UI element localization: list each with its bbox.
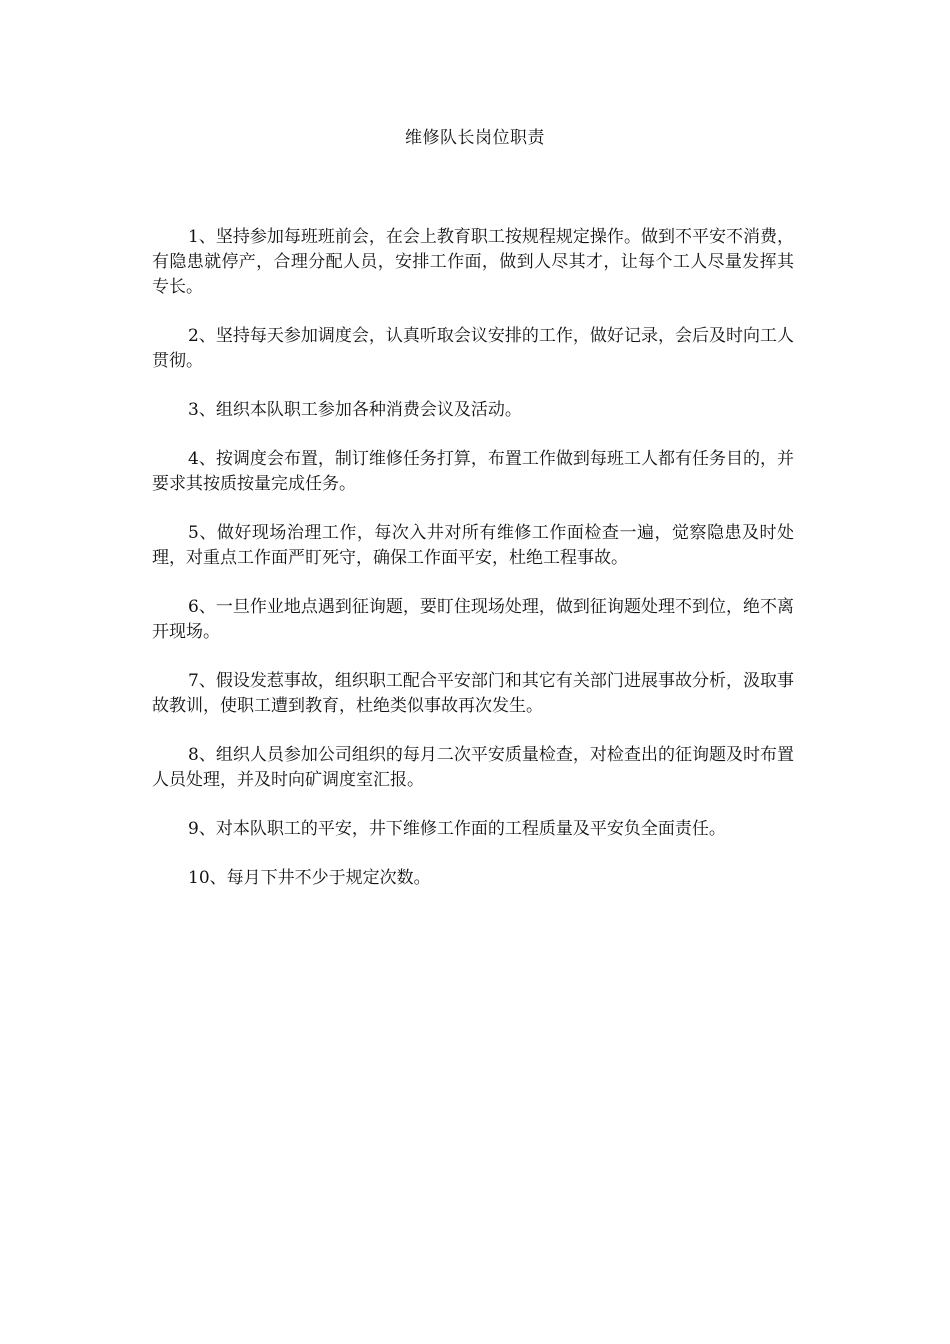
duty-paragraph-3: 3、组织本队职工参加各种消费会议及活动。 — [188, 400, 522, 420]
duty-paragraph-8: 8、组织人员参加公司组织的每月二次平安质量检查，对检查出的征询题及时布置人员处理，并及时向矿调度室汇报。 — [152, 745, 794, 790]
duty-paragraph-9: 9、对本队职工的平安，井下维修工作面的工程质量及平安负全面责任。 — [188, 819, 726, 839]
document-title: 维修队长岗位职责 — [405, 128, 545, 148]
duty-paragraph-4: 4、按调度会布置，制订维修任务打算，布置工作做到每班工人都有任务目的，并要求其按质按量完成任务。 — [152, 449, 794, 494]
duty-paragraph-2: 2、坚持每天参加调度会，认真听取会议安排的工作，做好记录，会后及时向工人贯彻。 — [152, 326, 794, 371]
document-body — [152, 225, 794, 915]
duty-paragraph-1: 1、坚持参加每班班前会，在会上教育职工按规程规定操作。做到不平安不消费，有隐患就停产，合理分配人员，安排工作面，做到人尽其才，让每个工人尽量发挥其专长。 — [152, 227, 794, 297]
duty-paragraph-7: 7、假设发惹事故，组织职工配合平安部门和其它有关部门进展事故分析，汲取事故教训，使职工遭到教育，杜绝类似事故再次发生。 — [152, 671, 794, 716]
duty-paragraph-10: 10、每月下井不少于规定次数。 — [188, 868, 431, 888]
duty-paragraph-5: 5、做好现场治理工作，每次入井对所有维修工作面检查一遍，觉察隐患及时处理，对重点工作面严盯死守，确保工作面平安，杜绝工程事故。 — [152, 523, 794, 568]
duty-paragraph-6: 6、一旦作业地点遇到征询题，要盯住现场处理，做到征询题处理不到位，绝不离开现场。 — [152, 597, 794, 642]
